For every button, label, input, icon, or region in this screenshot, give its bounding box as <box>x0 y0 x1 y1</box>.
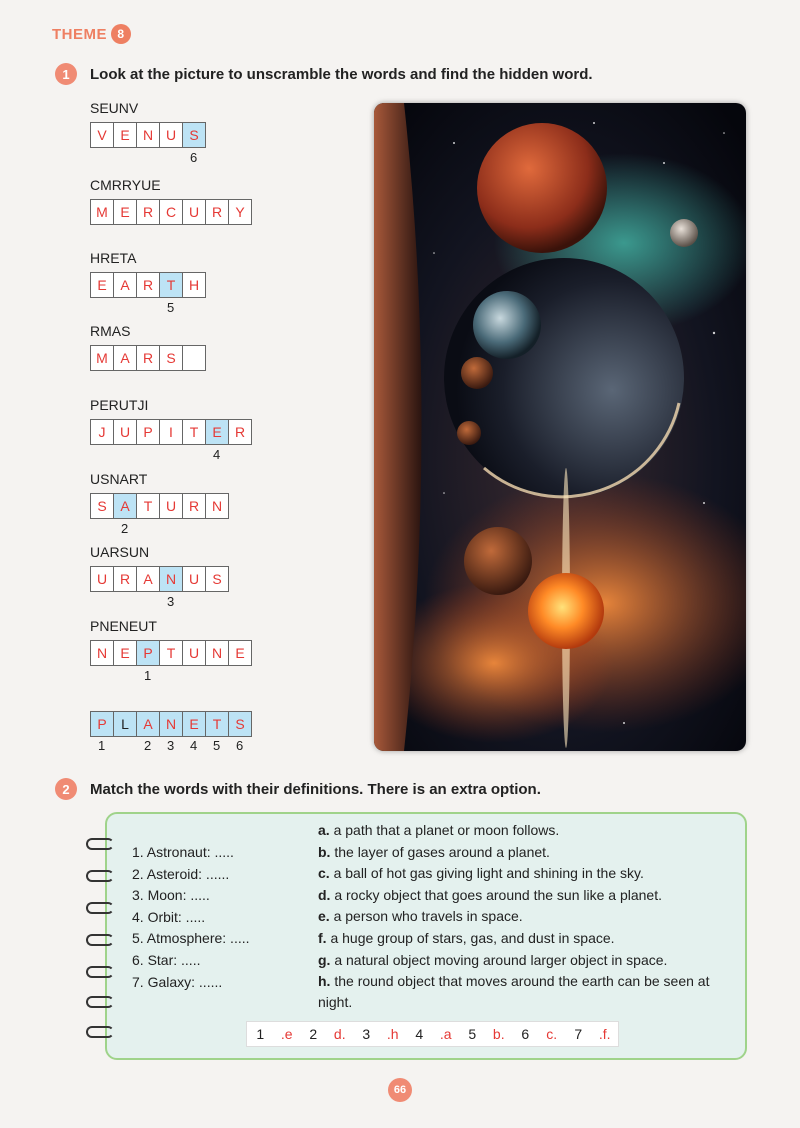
letter-box[interactable]: E <box>205 419 229 445</box>
definition-item <box>318 863 738 884</box>
definition-item <box>318 885 738 906</box>
letter-box[interactable]: U <box>159 493 183 519</box>
letter-box[interactable]: E <box>90 272 114 298</box>
answer-boxes <box>90 419 251 445</box>
letter-box[interactable]: E <box>113 640 137 666</box>
match-word: 4. Orbit: ..... <box>132 908 206 925</box>
scrambled-word: PERUTJI <box>90 397 149 413</box>
letter-box[interactable]: N <box>205 640 229 666</box>
answer-number: 4 <box>415 1026 424 1042</box>
letter-box[interactable]: M <box>90 199 114 225</box>
clue-number: 2 <box>121 521 129 536</box>
letter-box[interactable]: R <box>182 493 206 519</box>
match-word: 7. Galaxy: ...... <box>132 973 223 990</box>
spiral-ring-icon <box>86 996 114 1008</box>
definition-text: a path that a planet or moon follows. <box>329 822 560 838</box>
spiral-ring-icon <box>86 966 114 978</box>
hidden-word-number: 4 <box>190 738 198 753</box>
answer-blank[interactable]: d. <box>333 1026 346 1042</box>
definition-text: a rocky object that goes around the sun like a planet. <box>330 886 662 903</box>
hidden-letter-box[interactable]: N <box>159 711 183 737</box>
hidden-letter-box[interactable]: S <box>228 711 252 737</box>
definition-text: a ball of hot gas giving light and shining in the sky. <box>329 865 644 882</box>
answer-number: 2 <box>309 1026 318 1042</box>
definition-letter: g. <box>318 951 331 968</box>
letter-box[interactable]: R <box>113 566 137 592</box>
definition-item <box>318 842 738 863</box>
letter-box[interactable]: S <box>90 493 114 519</box>
letter-box[interactable]: V <box>90 122 114 148</box>
scrambled-word: PNENEUT <box>90 618 157 634</box>
answer-boxes <box>90 199 251 225</box>
match-word: 1. Astronaut: ..... <box>132 844 234 860</box>
exercise-2-badge: 2 <box>55 778 77 800</box>
exercise-1-title: Look at the picture to unscramble the words and find the hidden word. <box>90 66 593 83</box>
answer-blank[interactable]: .h <box>386 1026 399 1042</box>
definition-letter: f. <box>318 930 327 946</box>
scrambled-word: SEUNV <box>90 100 139 116</box>
letter-box[interactable]: E <box>113 199 137 225</box>
letter-box[interactable]: T <box>159 640 183 666</box>
letter-box[interactable]: S <box>205 566 229 592</box>
theme-label: THEME <box>52 25 107 43</box>
page-number: 66 <box>388 1078 412 1102</box>
letter-box[interactable]: N <box>159 566 183 592</box>
theme-header <box>52 24 131 44</box>
definition-letter: c. <box>318 865 330 882</box>
solar-system-image <box>374 103 746 751</box>
answer-number: 3 <box>362 1026 371 1042</box>
match-word: 6. Star: ..... <box>132 952 201 968</box>
answer-boxes <box>90 122 205 148</box>
hidden-word-number: 3 <box>167 738 175 753</box>
letter-box[interactable]: U <box>182 199 206 225</box>
letter-box[interactable]: C <box>159 199 183 225</box>
letter-box[interactable]: U <box>182 566 206 592</box>
answer-blank[interactable]: .e <box>280 1026 293 1042</box>
letter-box[interactable]: I <box>159 419 183 445</box>
hidden-word-number: 2 <box>144 738 152 753</box>
answer-boxes <box>90 272 205 298</box>
hidden-word-number: 5 <box>213 738 221 753</box>
answer-boxes <box>90 640 251 666</box>
spiral-ring-icon <box>86 902 114 914</box>
letter-box[interactable]: N <box>136 122 160 148</box>
letter-box[interactable]: R <box>228 419 252 445</box>
letter-box[interactable]: Y <box>228 199 252 225</box>
letter-box[interactable]: S <box>159 345 183 371</box>
hidden-word-boxes <box>90 711 251 737</box>
letter-box[interactable]: R <box>136 345 160 371</box>
definition-text: the round object that moves around the earth can be seen at night. <box>318 973 710 1011</box>
letter-box[interactable]: R <box>136 272 160 298</box>
clue-number: 6 <box>190 150 198 165</box>
hidden-letter-box[interactable]: L <box>113 711 137 737</box>
answer-strip <box>246 1021 619 1047</box>
answer-number: 1 <box>256 1026 265 1042</box>
letter-box[interactable]: U <box>113 419 137 445</box>
scrambled-word: USNART <box>90 471 148 487</box>
match-word: 5. Atmosphere: ..... <box>132 930 250 947</box>
letter-box[interactable]: P <box>136 640 160 666</box>
letter-box[interactable]: E <box>113 122 137 148</box>
letter-box[interactable]: R <box>136 199 160 225</box>
answer-blank[interactable]: c. <box>546 1026 558 1042</box>
clue-number: 5 <box>167 300 175 315</box>
hidden-letter-box[interactable]: T <box>205 711 229 737</box>
definition-item <box>318 820 738 841</box>
letter-box[interactable]: T <box>159 272 183 298</box>
answer-blank[interactable]: .f. <box>598 1026 611 1042</box>
letter-box[interactable]: U <box>182 640 206 666</box>
letter-box[interactable]: T <box>136 493 160 519</box>
definition-letter: e. <box>318 908 330 925</box>
clue-number: 4 <box>213 447 221 462</box>
letter-box[interactable]: H <box>182 272 206 298</box>
picture-solar-system <box>374 103 746 751</box>
letter-box[interactable]: S <box>182 122 206 148</box>
definition-item <box>318 928 738 949</box>
letter-box[interactable]: M <box>90 345 114 371</box>
answer-number: 7 <box>574 1026 583 1042</box>
letter-box[interactable]: R <box>205 199 229 225</box>
letter-box[interactable] <box>182 345 206 371</box>
hidden-word-number: 6 <box>236 738 244 753</box>
letter-box[interactable]: E <box>228 640 252 666</box>
letter-box[interactable]: A <box>113 272 137 298</box>
definition-item <box>318 971 738 1013</box>
clue-number: 1 <box>144 668 152 683</box>
spiral-ring-icon <box>86 870 114 882</box>
spiral-ring-icon <box>86 838 114 850</box>
letter-box[interactable]: A <box>136 566 160 592</box>
spiral-ring-icon <box>86 934 114 946</box>
letter-box[interactable]: U <box>90 566 114 592</box>
definition-letter: b. <box>318 843 331 860</box>
spiral-ring-icon <box>86 1026 114 1038</box>
definition-text: the layer of gases around a planet. <box>330 843 550 860</box>
letter-box[interactable]: N <box>90 640 114 666</box>
scrambled-word: UARSUN <box>90 544 150 560</box>
letter-box[interactable]: P <box>136 419 160 445</box>
hidden-letter-box[interactable]: A <box>136 711 160 737</box>
scrambled-word: HRETA <box>90 250 137 266</box>
definition-item <box>318 906 738 927</box>
exercise-1-badge: 1 <box>55 63 77 85</box>
definition-letter: h. <box>318 973 331 990</box>
answer-blank[interactable]: .a <box>439 1026 452 1042</box>
answer-boxes <box>90 345 205 371</box>
hidden-word-number: 1 <box>98 738 106 753</box>
theme-number-badge: 8 <box>111 24 131 44</box>
letter-box[interactable]: T <box>182 419 206 445</box>
hidden-letter-box[interactable]: P <box>90 711 114 737</box>
definition-text: a natural object moving around larger object in space. <box>330 951 668 968</box>
scrambled-word: RMAS <box>90 323 131 339</box>
match-word: 3. Moon: ..... <box>132 887 210 904</box>
hidden-letter-box[interactable]: E <box>182 711 206 737</box>
definition-text: a huge group of stars, gas, and dust in space. <box>326 930 615 946</box>
answer-boxes <box>90 493 228 519</box>
letter-box[interactable]: N <box>205 493 229 519</box>
answer-boxes <box>90 566 228 592</box>
definition-letter: d. <box>318 886 331 903</box>
answer-blank[interactable]: b. <box>492 1026 505 1042</box>
clue-number: 3 <box>167 594 175 609</box>
definition-text: a person who travels in space. <box>329 908 523 925</box>
letter-box[interactable]: J <box>90 419 114 445</box>
definition-item <box>318 950 738 971</box>
letter-box[interactable]: U <box>159 122 183 148</box>
scrambled-word: CMRRYUE <box>90 177 161 193</box>
letter-box[interactable]: A <box>113 345 137 371</box>
definition-letter: a. <box>318 822 330 838</box>
letter-box[interactable]: A <box>113 493 137 519</box>
answer-number: 6 <box>521 1026 530 1042</box>
match-word: 2. Asteroid: ...... <box>132 865 230 882</box>
answer-number: 5 <box>468 1026 477 1042</box>
exercise-2-title: Match the words with their definitions. There is an extra option. <box>90 781 541 798</box>
